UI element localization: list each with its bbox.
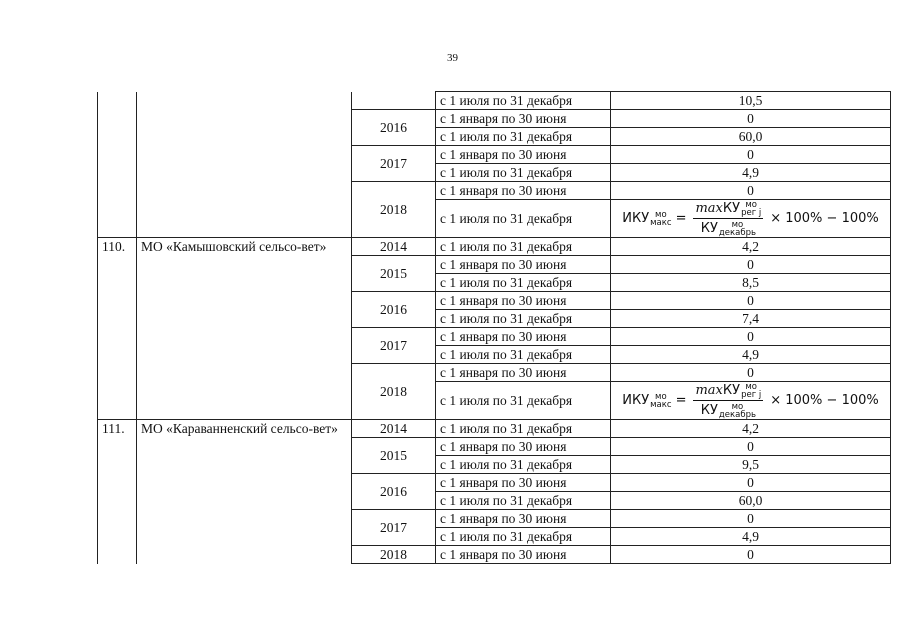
formula-numerator [693,382,763,401]
value-cell: 4,2 [611,238,891,256]
page-number: 39 [447,52,458,64]
formula-den-main: КУ [700,403,718,418]
value-cell: 4,9 [611,528,891,546]
value-cell: 0 [611,110,891,128]
value-cell: 0 [611,328,891,346]
formula [622,200,878,237]
value-cell: 0 [611,146,891,164]
year-cell: 2016 [352,474,436,510]
entity-number-cell: 111. [98,420,137,564]
period-cell: с 1 января по 30 июня [436,546,611,564]
value-cell: 0 [611,546,891,564]
period-cell: с 1 января по 30 июня [436,146,611,164]
formula-denominator [699,219,758,237]
period-cell: с 1 января по 30 июня [436,328,611,346]
formula-num-prefix: max [695,201,723,216]
value-cell: 4,9 [611,346,891,364]
period-cell: с 1 января по 30 июня [436,510,611,528]
table-row [98,420,891,438]
formula-denominator [699,401,758,419]
year-cell: 2018 [352,546,436,564]
formula-fraction [693,382,763,419]
value-cell: 0 [611,364,891,382]
period-cell: с 1 июля по 31 декабря [436,420,611,438]
formula-lhs-sub: макс [650,217,672,228]
entity-name-cell: МО «Караванненский сельсо-вет» [137,420,352,564]
year-cell: 2016 [352,292,436,328]
year-cell: 2017 [352,146,436,182]
formula-num-sub: рег j [741,207,762,218]
value-cell: 7,4 [611,310,891,328]
formula-den-indices [719,403,756,419]
value-cell: 0 [611,438,891,456]
formula-num-sup: мо [745,381,757,392]
value-cell: 9,5 [611,456,891,474]
formula-tail: × 100% − 100% [770,211,879,226]
period-cell: с 1 июля по 31 декабря [436,346,611,364]
entity-name-cell [137,92,352,238]
period-cell: с 1 июля по 31 декабря [436,528,611,546]
equals-sign: = [675,211,687,226]
period-cell: с 1 июля по 31 декабря [436,382,611,420]
formula-lhs-main: ИКУ [622,211,650,226]
period-cell: с 1 июля по 31 декабря [436,92,611,110]
equals-sign: = [675,393,687,408]
value-cell: 10,5 [611,92,891,110]
year-cell: 2016 [352,110,436,146]
value-cell [611,200,891,238]
period-cell: с 1 июля по 31 декабря [436,200,611,238]
formula-lhs-sub: макс [650,399,672,410]
value-cell [611,382,891,420]
period-cell: с 1 июля по 31 декабря [436,492,611,510]
period-cell: с 1 января по 30 июня [436,474,611,492]
formula-lhs-sup: мо [655,209,667,220]
period-cell: с 1 июля по 31 декабря [436,238,611,256]
period-cell: с 1 января по 30 июня [436,438,611,456]
value-cell: 60,0 [611,492,891,510]
formula-lhs-indices [650,393,671,409]
formula-numerator [693,200,763,219]
period-cell: с 1 июля по 31 декабря [436,274,611,292]
value-cell: 60,0 [611,128,891,146]
year-cell [352,92,436,110]
formula-lhs-main: ИКУ [622,393,650,408]
formula-den-sub: декабрь [718,227,756,238]
period-cell: с 1 июля по 31 декабря [436,164,611,182]
formula-lhs [622,392,671,409]
formula-den-sub: декабрь [718,409,756,420]
period-cell: с 1 января по 30 июня [436,364,611,382]
entity-number-cell: 110. [98,238,137,420]
year-cell: 2015 [352,256,436,292]
value-cell: 0 [611,256,891,274]
year-cell: 2014 [352,420,436,438]
value-cell: 8,5 [611,274,891,292]
data-table [97,91,891,564]
period-cell: с 1 января по 30 июня [436,292,611,310]
formula-den-sup: мо [731,219,744,230]
table-row [98,238,891,256]
period-cell: с 1 января по 30 июня [436,182,611,200]
formula-num-sup: мо [745,199,757,210]
formula [622,382,878,419]
formula-num-main: КУ [722,201,741,216]
year-cell: 2018 [352,364,436,420]
year-cell: 2015 [352,438,436,474]
year-cell: 2018 [352,182,436,238]
formula-fraction [693,200,763,237]
value-cell: 4,2 [611,420,891,438]
formula-tail: × 100% − 100% [770,393,879,408]
table-row [98,92,891,110]
formula-num-main: КУ [722,383,741,398]
year-cell: 2017 [352,510,436,546]
formula-num-prefix: max [695,383,723,398]
formula-lhs [622,210,671,227]
formula-lhs-indices [650,211,671,227]
value-cell: 0 [611,510,891,528]
period-cell: с 1 июля по 31 декабря [436,128,611,146]
period-cell: с 1 июля по 31 декабря [436,456,611,474]
formula-lhs-sup: мо [655,391,667,402]
entity-number-cell [98,92,137,238]
formula-num-indices [741,201,761,217]
period-cell: с 1 июля по 31 декабря [436,310,611,328]
value-cell: 0 [611,182,891,200]
period-cell: с 1 января по 30 июня [436,256,611,274]
year-cell: 2014 [352,238,436,256]
formula-den-sup: мо [731,401,744,412]
period-cell: с 1 января по 30 июня [436,110,611,128]
value-cell: 4,9 [611,164,891,182]
entity-name-cell: МО «Камышовский сельсо-вет» [137,238,352,420]
formula-den-indices [719,221,756,237]
formula-num-sub: рег j [741,389,762,400]
year-cell: 2017 [352,328,436,364]
value-cell: 0 [611,474,891,492]
formula-den-main: КУ [700,221,718,236]
formula-num-indices [741,383,761,399]
value-cell: 0 [611,292,891,310]
